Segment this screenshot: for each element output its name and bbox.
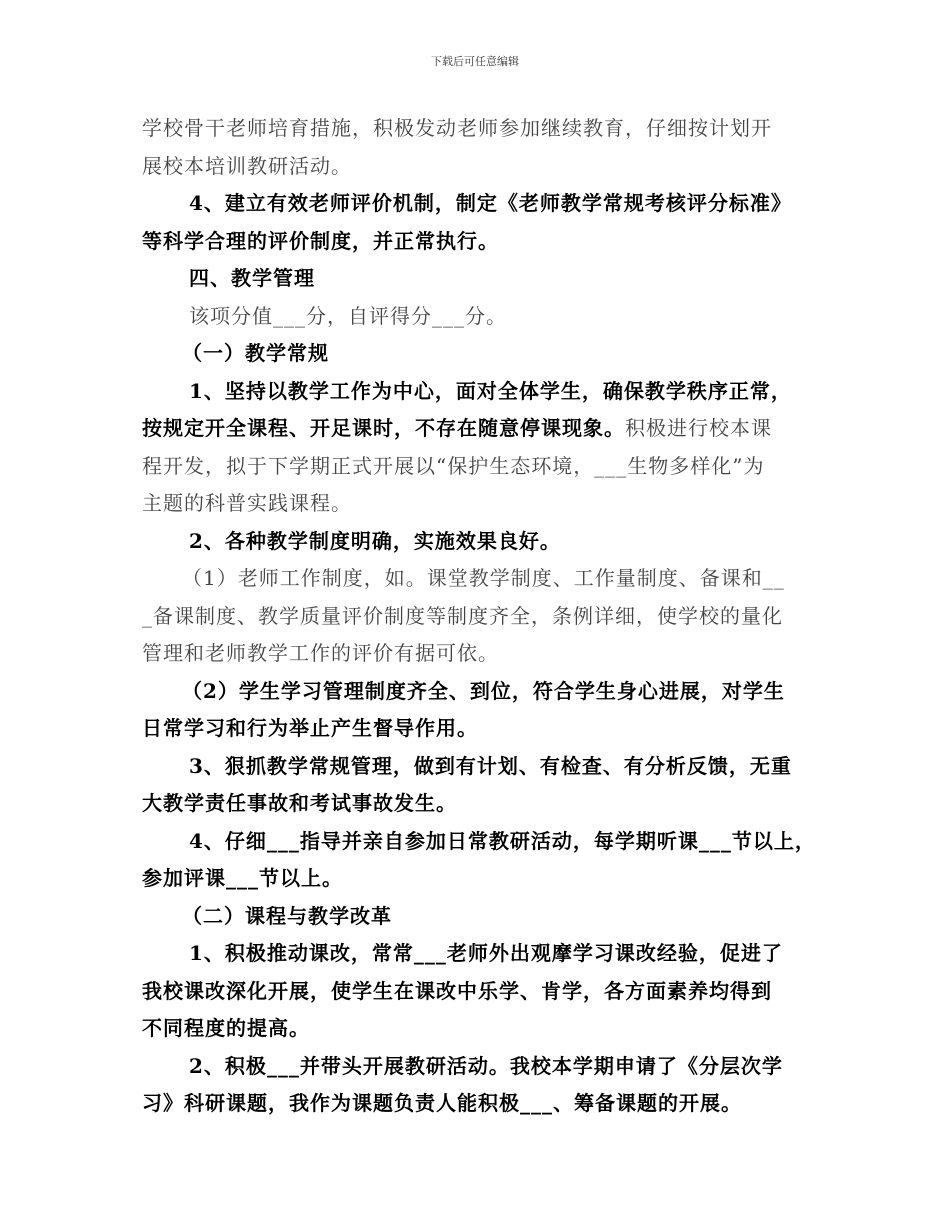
paragraph-line: 1、积极推动课改，常常___老师外出观摩学习课改经验，促进了 <box>189 941 783 965</box>
paragraph-line: 等科学合理的评价制度，并正常执行。 <box>142 228 499 253</box>
paragraph-line: 程开发，拟于下学期正式开展以“保护生态环境，___生物多样化”为 <box>142 453 765 478</box>
paragraph-line: 日常学习和行为举止产生督导作用。 <box>142 716 478 740</box>
paragraph-line: 4、仔细___指导并亲自参加日常教研活动，每学期听课___节以上， <box>189 828 816 853</box>
subsection-heading: （一）教学常规 <box>182 341 329 365</box>
paragraph-line: 习》科研课题，我作为课题负责人能积极___、筹备课题的开展。 <box>142 1091 742 1115</box>
paragraph-line: （2）学生学习管理制度齐全、到位，符合学生身心进展，对学生 <box>182 678 785 703</box>
paragraph-line: 主题的科普实践课程。 <box>142 491 352 515</box>
paragraph-line: 管理和老师教学工作的评价有据可依。 <box>142 641 499 665</box>
bold-segment: 按规定开全课程、开足课时，不存在随意停课现象。 <box>142 416 625 440</box>
paragraph-line: 展校本培训教研活动。 <box>142 153 352 178</box>
paragraph-line: 4、建立有效老师评价机制，制定《老师教学常规考核评分标准》 <box>189 191 792 215</box>
subsection-heading: （二）课程与教学改革 <box>182 903 392 928</box>
paragraph-line: 我校课改深化开展，使学生在课改中乐学、肯学，各方面素养均得到 <box>142 978 772 1003</box>
paragraph-line: 不同程度的提高。 <box>142 1016 310 1040</box>
normal-segment: 积极进行校本课 <box>625 416 772 440</box>
paragraph-line: （1）老师工作制度，如。课堂教学制度、工作量制度、备课和__ <box>182 566 785 590</box>
section-heading: 四、教学管理 <box>189 266 315 290</box>
paragraph-line: 1、坚持以教学工作为中心，面对全体学生，确保教学秩序正常， <box>189 378 792 403</box>
paragraph-line <box>142 410 822 448</box>
paragraph-line: 学校骨干老师培育措施，积极发动老师参加继续教育，仔细按计划开 <box>142 116 772 140</box>
paragraph-line: 参加评课___节以上。 <box>142 866 343 890</box>
document-body <box>142 110 822 1123</box>
paragraph-line: 2、各种教学制度明确，实施效果良好。 <box>189 528 561 553</box>
paragraph-line: 2、积极___并带头开展教研活动。我校本学期申请了《分层次学 <box>189 1053 783 1078</box>
paragraph-line: _备课制度、教学质量评价制度等制度齐全，条例详细，使学校的量化 <box>142 603 783 628</box>
paragraph-line: 3、狠抓教学常规管理，做到有计划、有检查、有分析反馈，无重 <box>189 753 792 778</box>
page-header: 下载后可任意编辑 <box>431 55 519 68</box>
score-line: 该项分值___分，自评得分___分。 <box>189 303 507 328</box>
paragraph-line: 大教学责任事故和考试事故发生。 <box>142 791 457 815</box>
